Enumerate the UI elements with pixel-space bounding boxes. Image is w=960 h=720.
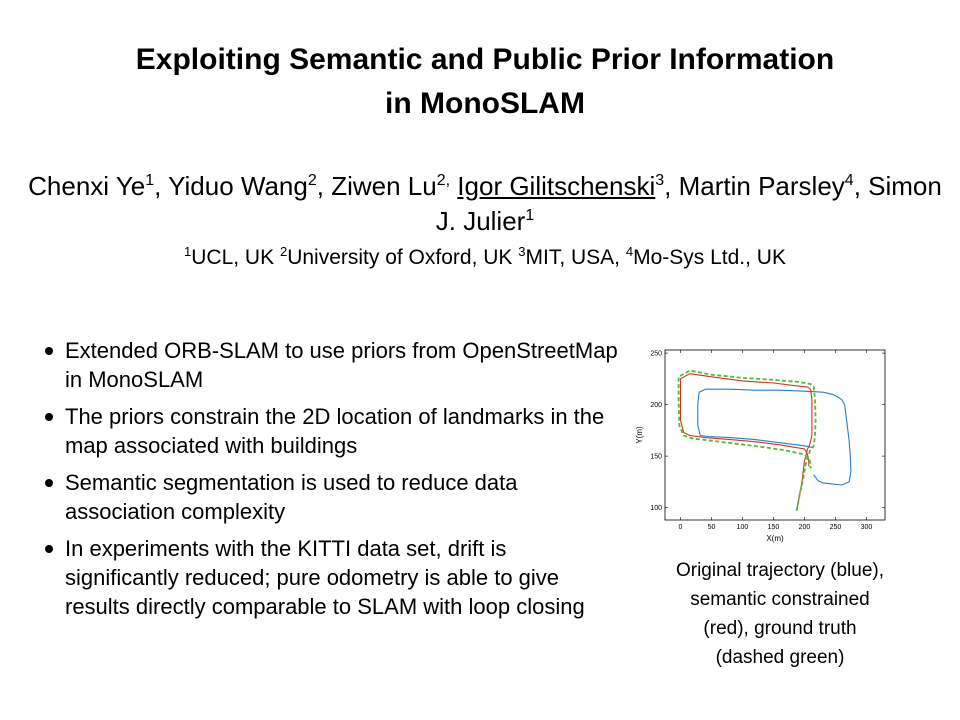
y-tick-label: 150 [650,453,662,461]
author-affiliation-mark: 1 [525,207,535,224]
affiliation-name: UCL, UK [191,246,275,269]
x-tick-label: 250 [829,524,842,531]
bullet-text: In experiments with the KITTI data set, drift is significantly reduced; pure odometry is able to give results directly comparable to SLAM with loop closing [65,536,585,619]
figure-caption [630,556,930,672]
bullet-dot-icon [45,479,53,487]
bullet-item [40,534,620,621]
y-tick-label: 200 [650,402,662,410]
bullet-item [40,402,620,460]
affiliation-name: University of Oxford, UK [287,246,513,269]
author-affiliation-mark: 2, [436,172,451,189]
x-tick-label: 50 [707,524,716,531]
bullet-text: Semantic segmentation is used to reduce data association complexity [65,470,518,524]
affiliation-mark: 4 [625,244,634,259]
caption-line-1: Original trajectory (blue), [675,560,885,581]
x-tick-label: 300 [860,524,873,531]
blue-trajectory-line [698,389,851,485]
affiliation-mark: 1 [184,244,192,259]
paper-title-line-2: in MonoSLAM [385,87,585,120]
affiliation-mark: 2 [279,244,288,259]
paper-title-line-1: Exploiting Semantic and Public Prior Information [135,43,835,76]
bullet-item [40,468,620,526]
red-trajectory-line [681,374,812,511]
caption-line-4: (dashed green) [715,647,845,668]
bullet-dot-icon [45,413,53,421]
bullet-text: The priors constrain the 2D location of landmarks in the map associated with buildings [65,404,605,458]
affiliation-name: Mo-Sys Ltd., UK [633,246,786,269]
author-name: Chenxi Ye [28,171,146,201]
author-list: Chenxi Ye$^1$, Yiduo Wang$^2$, Ziwen $Lu^{2,}$ Igor Gilitschenski$^3$, Martin Parsley$^4$, Simon J. Julier$^1$ [28,171,942,236]
bullet-dot-icon [45,347,53,355]
x-tick-label: 100 [736,524,749,531]
bullet-dot-icon [45,545,53,553]
y-tick-label: 100 [650,505,662,513]
x-tick-label: 150 [767,524,780,531]
bullet-item [40,336,620,394]
plot-frame [665,350,885,520]
author-name: Martin Parsley [678,171,845,201]
author-name: Simon J. Julier [435,171,942,236]
x-axis-label: X(m) [766,534,784,543]
y-tick-label: 250 [650,350,662,358]
affiliation-list [15,244,955,272]
paper-title [20,38,950,126]
author-affiliation-mark: 2 [307,172,317,189]
x-tick-label: 200 [798,524,811,531]
bullet-list [40,336,620,629]
author-affiliation-mark: 4 [844,172,854,189]
author-name: Yiduo Wang [168,171,308,201]
author-affiliation-mark: 1 [145,172,155,189]
x-tick-label: 0 [678,524,683,531]
caption-line-2: semantic constrained [690,589,870,610]
trajectory-figure [630,345,895,545]
affiliation-name: MIT, USA, [525,246,626,269]
trajectory-plot [630,345,895,545]
caption-line-3: (red), ground truth [703,618,857,639]
bullet-text: Extended ORB-SLAM to use priors from OpenStreetMap in MonoSLAM [65,338,618,392]
affiliation-mark: 3 [518,244,526,259]
author-name: Igor Gilitschenski [457,171,656,201]
author-affiliation-mark: 3 [655,172,665,189]
y-axis-label: Y(m) [635,426,644,444]
author-name: Ziwen Lu [331,171,437,201]
